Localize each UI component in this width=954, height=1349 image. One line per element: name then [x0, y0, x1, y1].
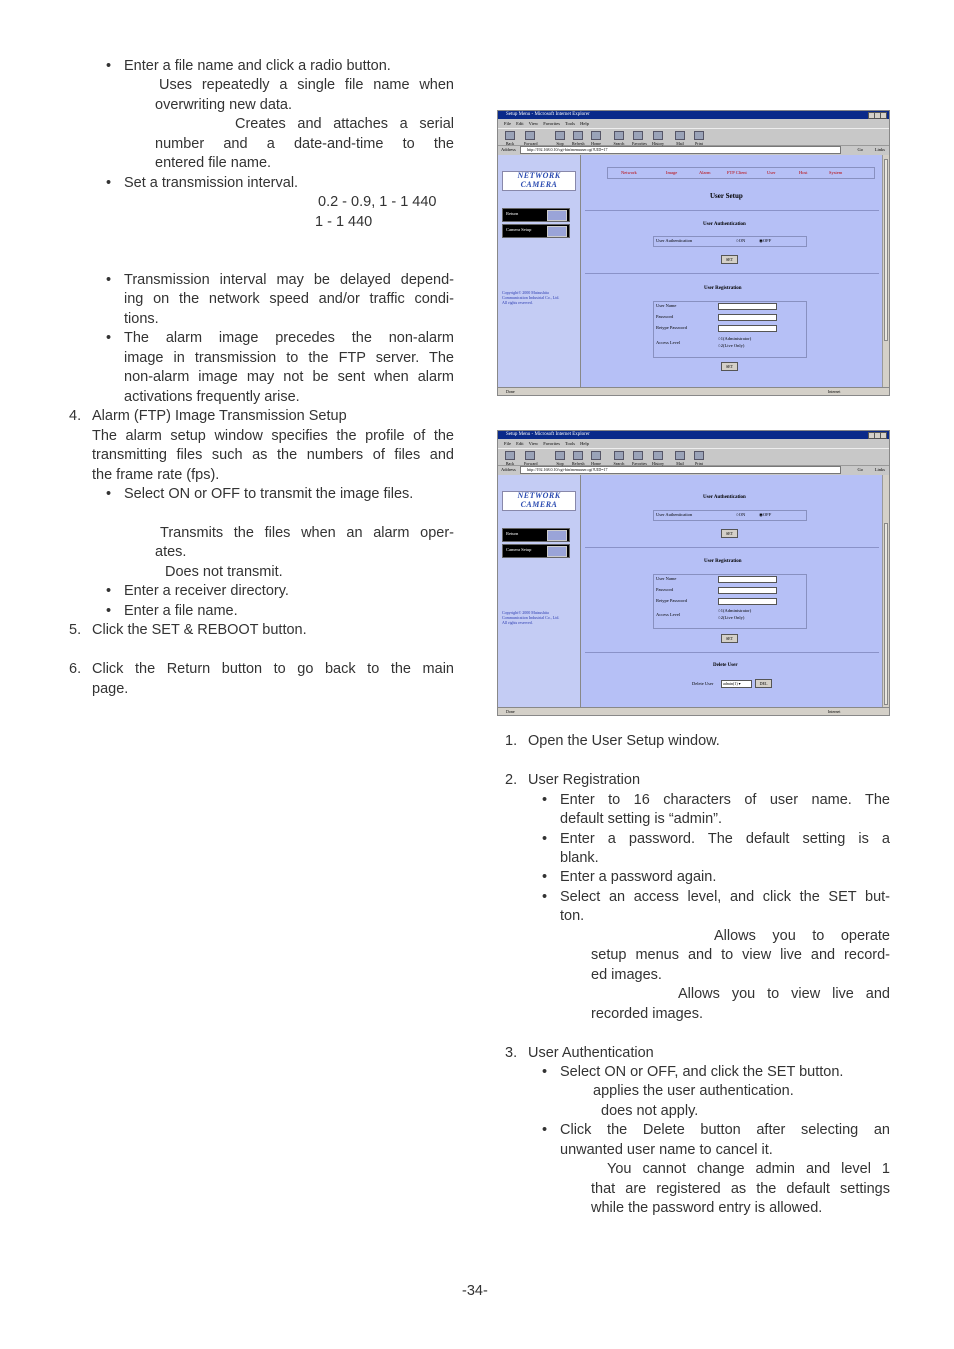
status-bar: [498, 387, 889, 395]
text-b2-2: blank.: [560, 850, 599, 866]
set-button[interactable]: SET: [721, 634, 738, 643]
left-frame: [498, 155, 581, 387]
text-s1: Open the User Setup window.: [528, 733, 720, 749]
favorites-icon: [633, 451, 643, 460]
text-note-1: You cannot change admin and level 1: [607, 1161, 890, 1177]
retype-input[interactable]: [718, 325, 777, 332]
text-b1-2: default setting is “admin”.: [560, 811, 722, 827]
user-name-label: User Name: [656, 303, 677, 308]
print-icon: [694, 451, 704, 460]
address-bar: [498, 465, 889, 474]
delete-label: Delete User: [692, 681, 714, 686]
tab-network[interactable]: Network: [621, 170, 637, 175]
text-note1-2: ing on the network speed and/or traffic condi-: [124, 291, 454, 307]
text-overwrite-2: overwriting new data.: [155, 97, 293, 113]
home-button[interactable]: Home: [590, 451, 602, 466]
text-serial-2: number and a date-and-time to the: [155, 136, 454, 152]
text-file-name: Enter a file name and click a radio button.: [124, 58, 391, 74]
bullet: •: [106, 486, 112, 502]
go-button[interactable]: Go: [857, 467, 863, 472]
text-s2: User Registration: [528, 772, 641, 788]
user-name-label: User Name: [656, 576, 677, 581]
status-done: Done: [506, 389, 515, 394]
text-note2-4: activations frequently arise.: [124, 389, 300, 405]
links-button[interactable]: Links: [874, 147, 885, 152]
password-input[interactable]: [718, 587, 777, 594]
tab-system[interactable]: System: [829, 170, 843, 175]
window-title: Setup Menu - Microsoft Internet Explorer: [498, 431, 889, 439]
text-step6-2: page.: [92, 681, 129, 697]
search-icon: [614, 131, 624, 140]
status-done: Done: [506, 709, 515, 714]
delete-user-select[interactable]: admin(1) ▾: [721, 680, 752, 688]
text-note1-3: tions.: [124, 311, 159, 327]
text-b6-1: Click the Delete button after selecting an: [560, 1122, 890, 1138]
set-button[interactable]: SET: [721, 255, 738, 264]
text-b4-2: ton.: [560, 908, 585, 924]
address-input[interactable]: http://192.168.0.10/cgi-bin/menuuser.cgi?UID=17: [520, 466, 841, 474]
mail-icon: [675, 451, 685, 460]
level2-radio[interactable]: ○2(Live Only): [718, 343, 745, 348]
home-icon: [591, 131, 601, 140]
user-setup-screenshot-1: [497, 110, 890, 396]
left-frame: [498, 475, 581, 707]
text-live-1: Allows you to view live and: [678, 986, 890, 1002]
text-note2-2: image in transmission to the FTP server. The: [124, 350, 454, 366]
stop-icon: [555, 131, 565, 140]
text-b5: Select ON or OFF, and click the SET button.: [560, 1064, 844, 1080]
copyright: Copyright© 2000 Matsushita Communication Industrial Co., Ltd. All rights reserved.: [502, 290, 560, 305]
refresh-icon: [573, 451, 583, 460]
tab-host[interactable]: Host: [799, 170, 808, 175]
bullet: •: [542, 831, 548, 847]
history-icon: [653, 451, 663, 460]
text-step6-1: Click the Return button to go back to the main: [92, 661, 454, 677]
scrollbar-thumb[interactable]: [884, 159, 888, 341]
print-button[interactable]: Print: [693, 451, 705, 466]
bullet: •: [106, 272, 112, 288]
refresh-icon: [573, 131, 583, 140]
return-button[interactable]: Return: [502, 528, 570, 542]
search-button[interactable]: Search: [613, 131, 625, 146]
address-label: Address: [501, 467, 516, 472]
status-zone: Internet: [828, 709, 841, 714]
password-label: Password: [656, 314, 674, 319]
auth-on-radio[interactable]: ○ON: [736, 238, 746, 243]
step-number: 3.: [505, 1045, 518, 1061]
divider: [585, 547, 879, 548]
address-bar: [498, 145, 889, 154]
text-live-2: recorded images.: [591, 1006, 704, 1022]
scrollbar-thumb[interactable]: [884, 523, 888, 705]
forward-button[interactable]: Forward: [524, 451, 536, 466]
auth-off-radio[interactable]: ◉OFF: [759, 512, 772, 517]
text-b3: Enter a password again.: [560, 869, 717, 885]
mail-button[interactable]: Mail: [674, 451, 686, 466]
text-fname: Enter a file name.: [124, 603, 238, 619]
forward-icon: [525, 131, 535, 140]
level1-radio[interactable]: ○1(Administrator): [718, 608, 752, 613]
bullet: •: [106, 330, 112, 346]
search-button[interactable]: Search: [613, 451, 625, 466]
text-on-1: Transmits the files when an alarm oper-: [160, 525, 454, 541]
favorites-button[interactable]: Favorites: [632, 451, 644, 466]
retype-label: Retype Password: [656, 325, 688, 330]
menu-bar[interactable]: File Edit View Favorites Tools Help: [504, 441, 589, 446]
text-step5: Click the SET & REBOOT button.: [92, 622, 307, 638]
bullet: •: [106, 175, 112, 191]
network-camera-logo: NETWORK CAMERA: [502, 171, 576, 191]
delete-heading: Delete User: [713, 663, 738, 668]
page-number: -34-: [462, 1283, 488, 1299]
tab-user[interactable]: User: [767, 170, 776, 175]
mail-button[interactable]: Mail: [674, 131, 686, 146]
text-note2-1: The alarm image precedes the non-alarm: [124, 330, 454, 346]
back-button[interactable]: Back: [504, 131, 516, 146]
text-b2-1: Enter a password. The default setting is a: [560, 831, 890, 847]
print-button[interactable]: Print: [693, 131, 705, 146]
bullet: •: [106, 603, 112, 619]
divider: [585, 210, 879, 211]
print-icon: [694, 131, 704, 140]
text-on: applies the user authentication.: [593, 1083, 794, 1099]
level2-radio[interactable]: ○2(Live Only): [718, 615, 745, 620]
text-off: does not apply.: [601, 1103, 699, 1119]
text-serial-3: entered file name.: [155, 155, 272, 171]
text-onoff: Select ON or OFF to transmit the image files.: [124, 486, 414, 502]
user-name-input[interactable]: [718, 303, 777, 310]
text-off: Does not transmit.: [165, 564, 283, 580]
reg-heading: User Registration: [704, 559, 742, 564]
main-frame: [581, 475, 882, 707]
step-number: 1.: [505, 733, 518, 749]
auth-on-radio[interactable]: ○ON: [736, 512, 746, 517]
bullet: •: [106, 583, 112, 599]
bullet: •: [106, 58, 112, 74]
close-icon[interactable]: [880, 112, 887, 119]
scrollbar[interactable]: [882, 155, 889, 387]
copyright: Copyright© 2000 Matsushita Communication Industrial Co., Ltd. All rights reserved.: [502, 610, 560, 625]
retype-label: Retype Password: [656, 598, 688, 603]
tab-ftp-client[interactable]: FTP Client: [727, 170, 747, 175]
auth-label: User Authentication: [656, 512, 693, 517]
history-button[interactable]: History: [652, 451, 664, 466]
page-title: User Setup: [710, 192, 743, 200]
divider: [585, 273, 879, 274]
text-interval: Set a transmission interval.: [124, 175, 299, 191]
step-number: 4.: [69, 408, 82, 424]
forward-button[interactable]: Forward: [524, 131, 536, 146]
text-note-2: that are registered as the default settings: [591, 1181, 890, 1197]
del-button[interactable]: DEL: [755, 679, 772, 688]
address-label: Address: [501, 147, 516, 152]
status-bar: [498, 707, 889, 715]
bullet: •: [542, 1122, 548, 1138]
close-icon[interactable]: [880, 432, 887, 439]
bullet: •: [542, 792, 548, 808]
search-icon: [614, 451, 624, 460]
return-button[interactable]: Return: [502, 208, 570, 222]
refresh-button[interactable]: Refresh: [572, 131, 584, 146]
auth-off-radio[interactable]: ◉OFF: [759, 238, 772, 243]
mail-icon: [675, 131, 685, 140]
password-input[interactable]: [718, 314, 777, 321]
favorites-button[interactable]: Favorites: [632, 131, 644, 146]
forward-icon: [525, 451, 535, 460]
browser-toolbar: [498, 448, 889, 466]
home-button[interactable]: Home: [590, 131, 602, 146]
text-range-1: 0.2 - 0.9, 1 - 1 440: [318, 194, 437, 210]
text-b6-2: unwanted user name to cancel it.: [560, 1142, 773, 1158]
address-input[interactable]: http://192.168.0.10/cgi-bin/menuuser.cgi?UID=17: [520, 146, 841, 154]
tab-image[interactable]: Image: [666, 170, 678, 175]
user-name-input[interactable]: [718, 576, 777, 583]
auth-heading: User Authentication: [703, 495, 746, 500]
stop-icon: [555, 451, 565, 460]
text-on-2: ates.: [155, 544, 187, 560]
text-note2-3: non-alarm image may not be sent when alarm: [124, 369, 454, 385]
access-label: Access Level: [656, 340, 681, 345]
text-s3: User Authentication: [528, 1045, 654, 1061]
retype-input[interactable]: [718, 598, 777, 605]
text-step4-1: The alarm setup window specifies the profile of the: [92, 428, 454, 444]
camera-setup-button[interactable]: Camera Setup: [502, 544, 570, 558]
reg-heading: User Registration: [704, 286, 742, 291]
text-step4-3: the frame rate (fps).: [92, 467, 220, 483]
links-button[interactable]: Links: [874, 467, 885, 472]
text-step4-2: transmitting files such as the numbers of files and: [92, 447, 454, 463]
text-b1-1: Enter to 16 characters of user name. The: [560, 792, 890, 808]
bullet: •: [542, 869, 548, 885]
text-admin-3: ed images.: [591, 967, 662, 983]
auth-heading: User Authentication: [703, 222, 746, 227]
set-button[interactable]: SET: [721, 529, 738, 538]
text-admin-1: Allows you to operate: [714, 928, 890, 944]
text-note-3: while the password entry is allowed.: [591, 1200, 823, 1216]
text-range-2: 1 - 1 440: [315, 214, 373, 230]
user-setup-screenshot-2: [497, 430, 890, 716]
level1-radio[interactable]: ○1(Administrator): [718, 336, 752, 341]
camera-setup-button[interactable]: Camera Setup: [502, 224, 570, 238]
set-button[interactable]: SET: [721, 362, 738, 371]
step-number: 5.: [69, 622, 82, 638]
refresh-button[interactable]: Refresh: [572, 451, 584, 466]
divider: [585, 652, 879, 653]
browser-toolbar: [498, 128, 889, 146]
stop-button[interactable]: Stop: [554, 451, 566, 466]
window-title: Setup Menu - Microsoft Internet Explorer: [498, 111, 889, 119]
step4-title: Alarm (FTP) Image Transmission Setup: [92, 408, 347, 424]
step-number: 2.: [505, 772, 518, 788]
bullet: •: [542, 889, 548, 905]
stop-button[interactable]: Stop: [554, 131, 566, 146]
text-note1-1: Transmission interval may be delayed depend-: [124, 272, 454, 288]
menu-bar[interactable]: File Edit View Favorites Tools Help: [504, 121, 589, 126]
bullet: •: [542, 1064, 548, 1080]
history-icon: [653, 131, 663, 140]
text-b4-1: Select an access level, and click the SET but-: [560, 889, 890, 905]
home-icon: [591, 451, 601, 460]
back-button[interactable]: Back: [504, 451, 516, 466]
go-button[interactable]: Go: [857, 147, 863, 152]
status-zone: Internet: [828, 389, 841, 394]
back-icon: [505, 131, 515, 140]
auth-label: User Authentication: [656, 238, 693, 243]
scrollbar[interactable]: [882, 475, 889, 707]
main-frame: [581, 155, 882, 387]
text-serial-1: Creates and attaches a serial: [235, 116, 454, 132]
password-label: Password: [656, 587, 674, 592]
back-icon: [505, 451, 515, 460]
step-number: 6.: [69, 661, 82, 677]
access-label: Access Level: [656, 612, 681, 617]
history-button[interactable]: History: [652, 131, 664, 146]
favorites-icon: [633, 131, 643, 140]
text-overwrite-1: Uses repeatedly a single file name when: [159, 77, 454, 93]
network-camera-logo: NETWORK CAMERA: [502, 491, 576, 511]
tab-alarm[interactable]: Alarm: [699, 170, 711, 175]
text-admin-2: setup menus and to view live and record-: [591, 947, 890, 963]
text-dir: Enter a receiver directory.: [124, 583, 289, 599]
